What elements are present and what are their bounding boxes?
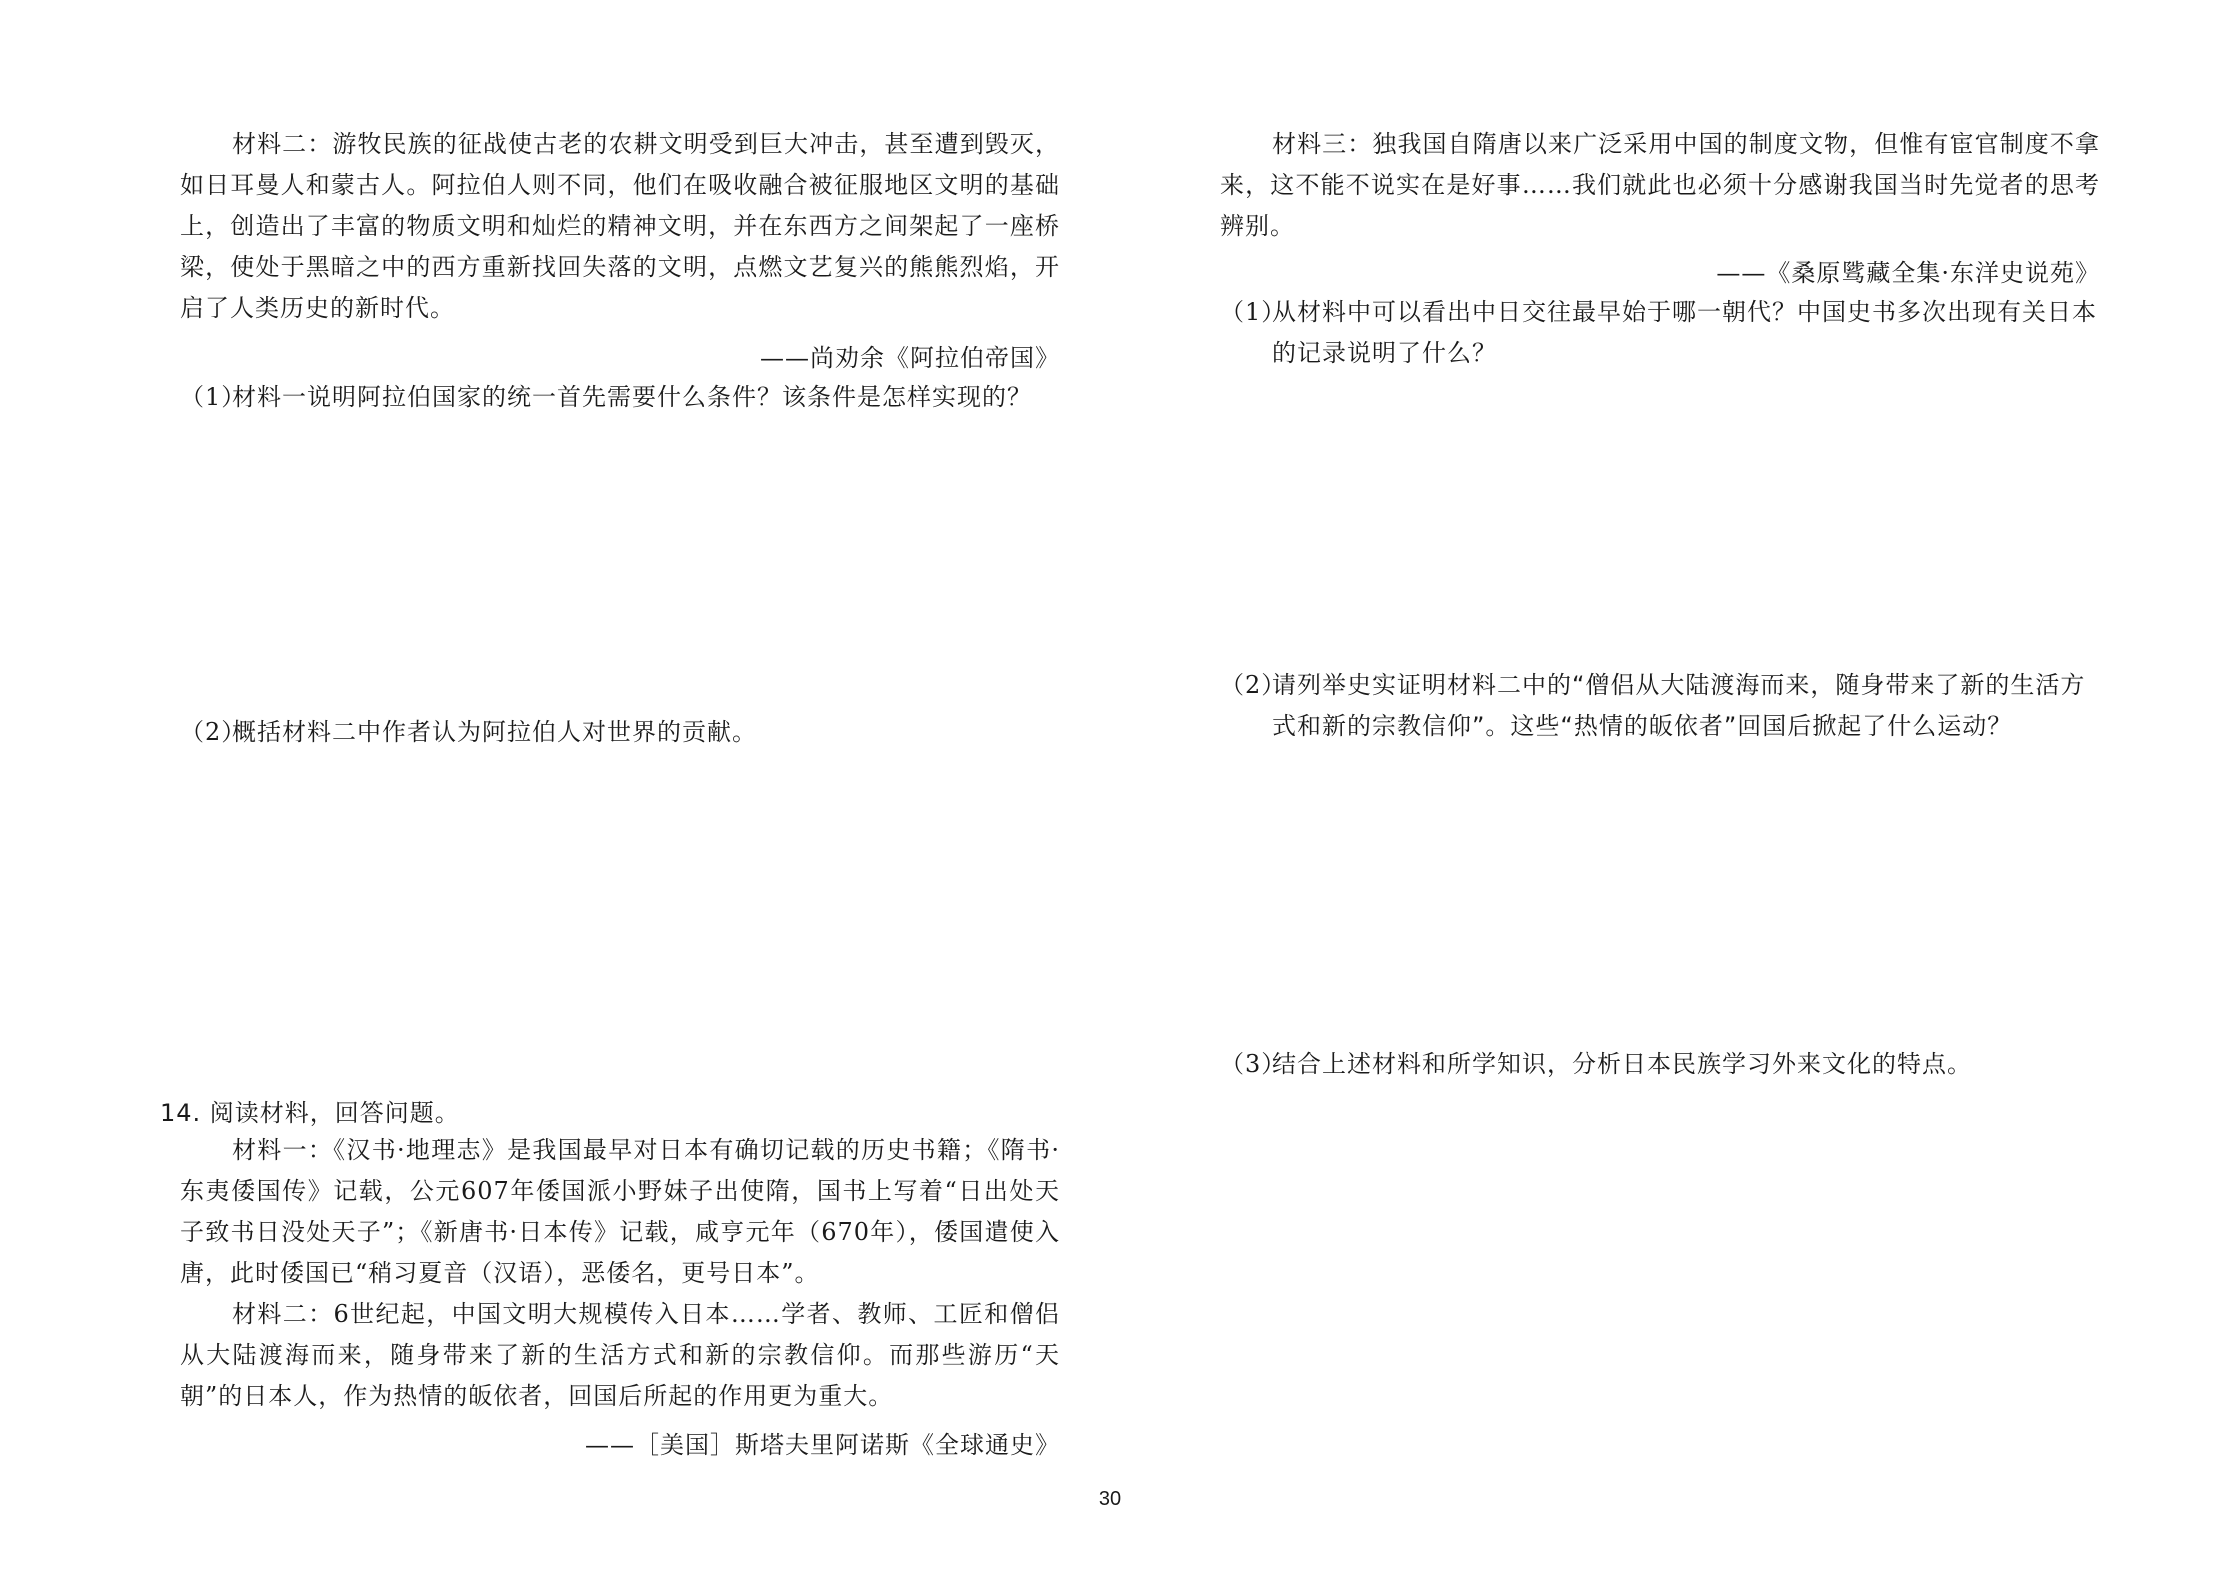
arab-question-2 xyxy=(180,712,1060,753)
q14-material1-paragraph: 材料一：《汉书·地理志》是我国最早对日本有确切记载的历史书籍；《隋书·东夷倭国传》记载，公元607年倭国派小野妹子出使隋，国书上写着“日出处天子致书日没处天子”；《新唐书·日本传》记载，咸亨元年（670年），倭国遣使入唐，此时倭国已“稍习夏音（汉语），恶倭名，更号日本”。 xyxy=(180,1136,1060,1287)
q14-material3-paragraph: 材料三：独我国自隋唐以来广泛采用中国的制度文物，但惟有宦官制度不拿来，这不能不说实在是好事……我们就此也必须十分感谢我国当时先觉者的思考辨别。 xyxy=(1220,130,2100,240)
question-14-heading: 14. 阅读材料，回答问题。 xyxy=(160,1099,460,1127)
q14-question-2-number: （2） xyxy=(1220,671,1287,699)
page-number: 30 xyxy=(1098,1488,1122,1510)
q14-question-1 xyxy=(1220,292,2100,374)
q14-material2-source: ——［美国］斯塔夫里阿诺斯《全球通史》 xyxy=(585,1431,1060,1459)
arab-question-1-text: 材料一说明阿拉伯国家的统一首先需要什么条件？该条件是怎样实现的？ xyxy=(232,383,1032,411)
q14-material3-source: ——《桑原骘藏全集·东洋史说苑》 xyxy=(1716,259,2100,287)
q14-question-2 xyxy=(1220,665,2100,747)
q14-question-3 xyxy=(1220,1044,2100,1085)
q14-question-3-number: （3） xyxy=(1220,1050,1287,1078)
material2-arab-paragraph: 材料二：游牧民族的征战使古老的农耕文明受到巨大冲击，甚至遭到毁灭，如日耳曼人和蒙古人。阿拉伯人则不同，他们在吸收融合被征服地区文明的基础上，创造出了丰富的物质文明和灿烂的精神文明，并在东西方之间架起了一座桥梁，使处于黑暗之中的西方重新找回失落的文明，点燃文艺复兴的熊熊烈焰，开启了人类历史的新时代。 xyxy=(180,130,1060,322)
arab-question-1-number: （1） xyxy=(180,383,247,411)
q14-question-2-text: 请列举史实证明材料二中的“僧侣从大陆渡海而来，随身带来了新的生活方式和新的宗教信仰”。这些“热情的皈依者”回国后掀起了什么运动？ xyxy=(1272,671,2086,740)
q14-question-3-text: 结合上述材料和所学知识，分析日本民族学习外来文化的特点。 xyxy=(1272,1050,1972,1078)
arab-question-2-number: （2） xyxy=(180,718,247,746)
arab-question-1 xyxy=(180,377,1060,418)
q14-question-1-text: 从材料中可以看出中日交往最早始于哪一朝代？中国史书多次出现有关日本的记录说明了什么？ xyxy=(1272,298,2097,367)
q14-material2-paragraph: 材料二：6世纪起，中国文明大规模传入日本……学者、教师、工匠和僧侣从大陆渡海而来，随身带来了新的生活方式和新的宗教信仰。而那些游历“天朝”的日本人，作为热情的皈依者，回国后所起的作用更为重大。 xyxy=(180,1300,1060,1410)
material2-arab-source: ——尚劝余《阿拉伯帝国》 xyxy=(760,344,1060,372)
arab-question-2-text: 概括材料二中作者认为阿拉伯人对世界的贡献。 xyxy=(232,718,757,746)
q14-question-1-number: （1） xyxy=(1220,298,1287,326)
